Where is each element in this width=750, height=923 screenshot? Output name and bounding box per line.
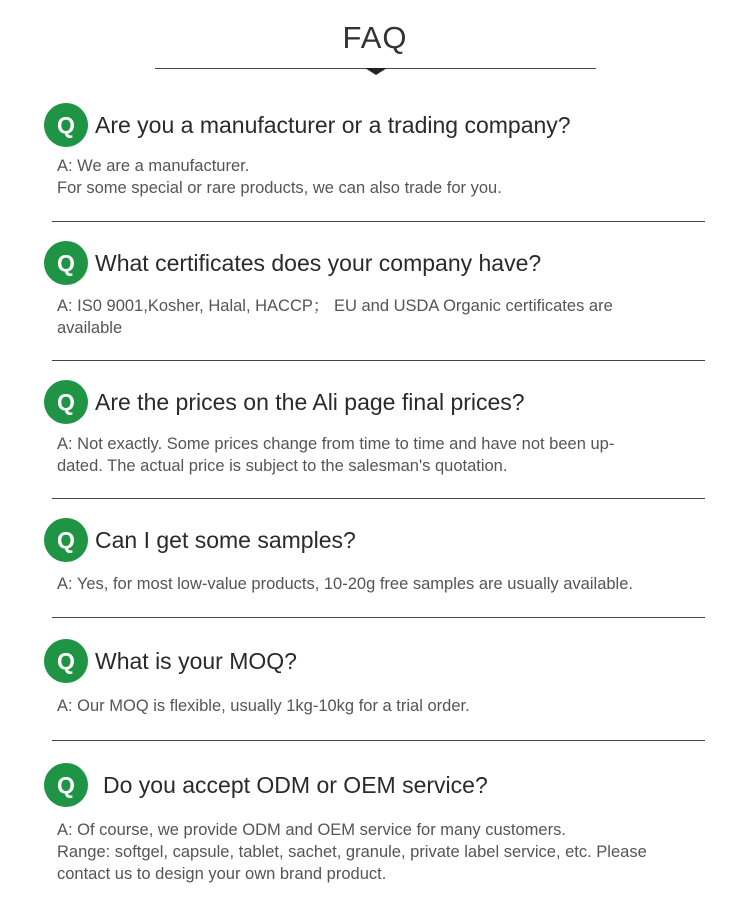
- answer-line: A: Yes, for most low-value products, 10-20g free samples are usually available.: [57, 575, 633, 593]
- faq-divider: [52, 740, 705, 741]
- faq-divider: [52, 498, 705, 499]
- faq-divider: [52, 221, 705, 222]
- question-text: What is your MOQ?: [95, 648, 297, 674]
- page-title: FAQ: [342, 20, 408, 55]
- answer-text: [57, 433, 727, 477]
- answer-line: A: Of course, we provide ODM and OEM service for many customers.: [57, 821, 566, 839]
- question-badge-icon: Q: [44, 518, 88, 562]
- question-text: Are you a manufacturer or a trading company?: [95, 112, 571, 138]
- answer-text: [57, 295, 727, 339]
- answer-text: [57, 155, 727, 199]
- answer-line: A: IS0 9001,Kosher, Halal, HACCP； EU and USDA Organic certificates are: [57, 297, 613, 315]
- question-badge-icon: Q: [44, 763, 88, 807]
- faq-header: [0, 0, 750, 80]
- answer-line: A: We are a manufacturer.: [57, 157, 250, 175]
- question-badge-icon: Q: [44, 380, 88, 424]
- question-badge-icon: Q: [44, 103, 88, 147]
- question-text: Can I get some samples?: [95, 527, 356, 553]
- question-text: Are the prices on the Ali page final prices?: [95, 389, 525, 415]
- faq-divider: [52, 360, 705, 361]
- answer-line: available: [57, 319, 123, 337]
- question-text: Do you accept ODM or OEM service?: [103, 772, 488, 798]
- question-badge-icon: Q: [44, 639, 88, 683]
- answer-line: Range: softgel, capsule, tablet, sachet, granule, private label service, etc. Please: [57, 843, 647, 861]
- title-divider-arrow-icon: [365, 68, 387, 75]
- answer-line: For some special or rare products, we can also trade for you.: [57, 179, 502, 197]
- answer-line: dated. The actual price is subject to the salesman's quotation.: [57, 457, 508, 475]
- answer-text: [57, 695, 727, 717]
- question-text: What certificates does your company have?: [95, 250, 542, 276]
- answer-line: contact us to design your own brand product.: [57, 865, 387, 883]
- question-badge-icon: Q: [44, 241, 88, 285]
- answer-text: [57, 573, 727, 595]
- answer-text: [57, 819, 727, 885]
- answer-line: A: Our MOQ is flexible, usually 1kg-10kg for a trial order.: [57, 697, 470, 715]
- answer-line: A: Not exactly. Some prices change from time to time and have not been up-: [57, 435, 615, 453]
- faq-divider: [52, 617, 705, 618]
